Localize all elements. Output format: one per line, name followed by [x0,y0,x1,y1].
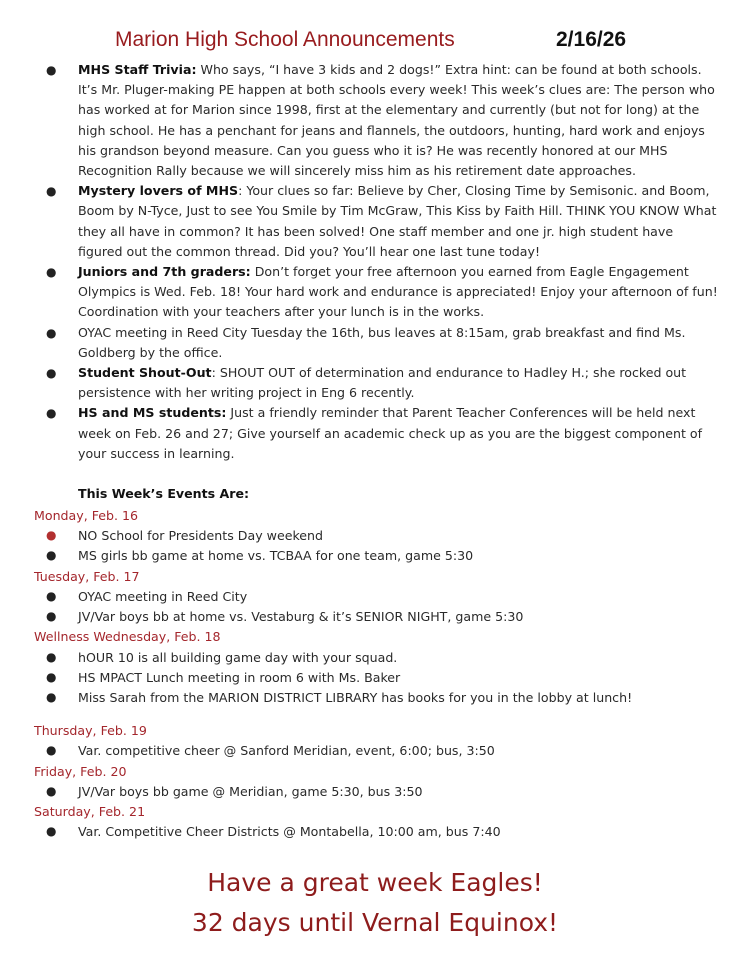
event-item: Miss Sarah from the MARION DISTRICT LIBRARY has books for you in the lobby at lunch! [78,690,633,705]
day-label: Thursday, Feb. 19 [34,723,147,738]
event-item: NO School for Presidents Day weekend [78,528,324,543]
event-item: MS girls bb game at home vs. TCBAA for one team, game 5:30 [78,548,474,563]
event-item: hOUR 10 is all building game day with your squad. [78,650,398,665]
event-item: OYAC meeting in Reed City [78,589,248,604]
announcement-text: : Your clues so far: Believe by Cher, Closing Time by Semisonic. and Boom, Boom by N-Tyce, Just to see You Smile by Tim McGraw, This Kiss by Faith Hill. THINK YOU KNOW What they all have in common? It has been solved! One staff member and one jr. high student have figured out the common thread. Did you? You’ll hear one last tune today! [78,183,717,259]
announcement-item [0,262,750,323]
bullet-icon: ● [46,650,57,664]
event-item: Var. competitive cheer @ Sanford Meridian, event, 6:00; bus, 3:50 [78,743,495,758]
announcement-lead: Juniors and 7th graders: [78,264,251,280]
footer-countdown: 32 days until Vernal Equinox! [191,908,559,937]
bullet-icon: ● [46,184,57,199]
bullet-icon: ● [46,589,57,603]
announcement-item [0,363,750,403]
event-item: Var. Competitive Cheer Districts @ Montabella, 10:00 am, bus 7:40 [78,824,501,839]
day-label: Tuesday, Feb. 17 [34,569,140,584]
events-heading: This Week’s Events Are: [78,486,250,501]
event-item: JV/Var boys bb at home vs. Vestaburg & it’s SENIOR NIGHT, game 5:30 [78,609,524,624]
page-date: 2/16/26 [556,28,627,51]
announcement-text: OYAC meeting in Reed City Tuesday the 16th, bus leaves at 8:15am, grab breakfast and find Ms. Goldberg by the office. [78,324,686,360]
day-label: Wellness Wednesday, Feb. 18 [34,629,221,644]
bullet-icon: ● [46,265,57,280]
bullet-icon: ● [46,670,57,684]
announcement-item [0,323,750,363]
announcement-item [0,181,750,262]
header [0,28,750,58]
bullet-icon: ● [46,743,57,757]
page-title: Marion High School Announcements [115,28,455,51]
event-item: HS MPACT Lunch meeting in room 6 with Ms. Baker [78,670,401,685]
announcement-text: : SHOUT OUT of determination and endurance to Hadley H.; she rocked out persistence with her writing project in Eng 6 recently. [78,365,687,401]
bullet-icon: ● [46,406,57,421]
day-label: Monday, Feb. 16 [34,508,139,523]
bullet-icon: ● [46,528,57,542]
announcement-lead: Student Shout-Out [78,365,212,381]
footer-greeting: Have a great week Eagles! [207,868,543,897]
day-label: Friday, Feb. 20 [34,764,127,779]
announcement-item [0,403,750,464]
announcement-lead: Mystery lovers of MHS [78,183,239,199]
announcement-lead: HS and MS students: [78,405,227,421]
announcement-item [0,60,750,181]
announcement-text: Just a friendly reminder that Parent Teacher Conferences will be held next week on Feb. 26 and 27; Give yourself an academic check up as you are the biggest component of your success in learning. [78,405,703,461]
day-label: Saturday, Feb. 21 [34,804,146,819]
bullet-icon: ● [46,784,57,798]
bullet-icon: ● [46,63,57,77]
bullet-icon: ● [46,690,57,704]
announcement-list [0,60,750,464]
bullet-icon: ● [46,609,57,623]
announcement-text: Who says, “I have 3 kids and 2 dogs!” Extra hint: can be found at both schools. It’s Mr. Pluger-making PE happen at both schools every week! This week’s clues are: The person who has worked at for Marion since 1998, first at the elementary and currently (but not for long) at the high school. He has a penchant for jeans and flannels, the outdoors, hunting, hard work and enjoys his grandson beyond measure. Can you guess who it is? He was recently honored at our MHS Recognition Rally because we will sincerely miss him as his retirement date approaches. [78,62,715,179]
event-item: JV/Var boys bb game @ Meridian, game 5:30, bus 3:50 [78,784,423,799]
bullet-icon: ● [46,548,57,562]
bullet-icon: ● [46,325,57,340]
announcement-text: Don’t forget your free afternoon you earned from Eagle Engagement Olympics is Wed. Feb. 18! Your hard work and endurance is appreciated! Enjoy your afternoon of fun! Coordination with your teachers after your lunch is in the works. [78,264,718,320]
bullet-icon: ● [46,824,57,838]
announcement-lead: MHS Staff Trivia: [78,62,197,77]
bullet-icon: ● [46,366,57,381]
